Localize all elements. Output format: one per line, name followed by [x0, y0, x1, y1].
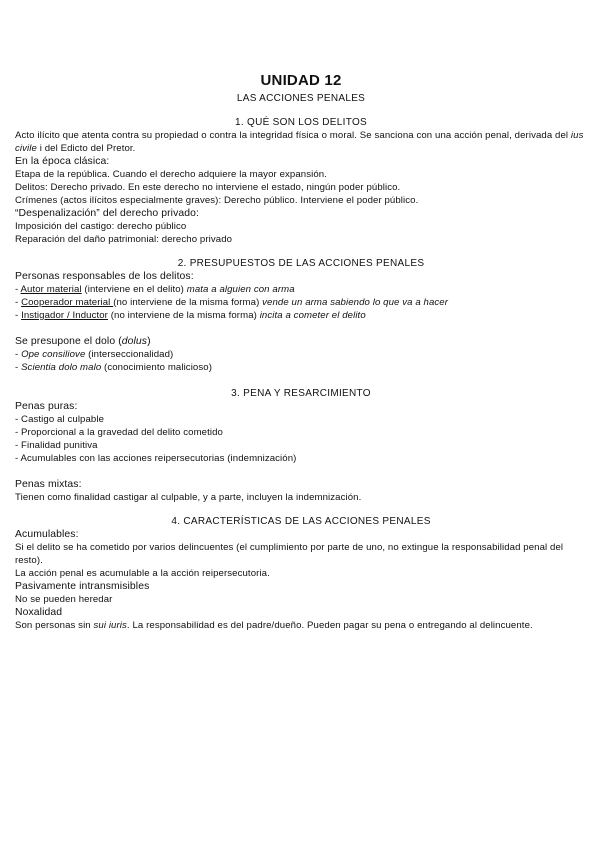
text-paragraph: Si el delito se ha cometido por varios delincuentes (el cumplimiento por parte de uno, no extingue la responsabilidad penal del resto). [15, 542, 564, 566]
latin-term: sui iuris [93, 620, 127, 631]
bullet: - [15, 284, 21, 295]
noxalidad-label: Noxalidad [15, 607, 63, 618]
text: ) [147, 336, 151, 347]
example: incita a cometer el delito [259, 310, 366, 321]
example: vende un arma sabiendo lo que va a hacer [262, 297, 449, 308]
document-subtitle: LAS ACCIONES PENALES [236, 93, 366, 104]
text-line: Crímenes (actos ilícitos especialmente graves): Derecho público. Interviene el poder público. [15, 195, 419, 206]
list-item: - Acumulables con las acciones reipersecutorias (indemnización) [15, 453, 297, 464]
list-item: - Castigo al culpable [15, 414, 105, 425]
section-pena-y-resarcimiento [15, 387, 587, 504]
text: . La responsabilidad es del padre/dueño. Pueden pagar su pena o entregando al delincuente. [126, 620, 533, 631]
text-line: Imposición del castigo: derecho público [15, 221, 187, 232]
responsables-label: Personas responsables de los delitos: [15, 271, 194, 282]
text-line: Etapa de la república. Cuando el derecho adquiere la mayor expansión. [15, 169, 327, 180]
list-item [15, 309, 587, 322]
description: (no interviene de la misma forma) [113, 297, 263, 308]
definition-paragraph [15, 129, 587, 155]
text: Son personas sin [15, 620, 94, 631]
bullet: - [15, 349, 22, 360]
section-que-son-los-delitos [15, 116, 587, 246]
section-heading: 2. PRESUPUESTOS DE LAS ACCIONES PENALES [177, 258, 425, 269]
text-line: No se pueden heredar [15, 594, 113, 605]
section-caracteristicas [15, 515, 587, 632]
document-content [15, 72, 587, 632]
section-heading: 3. PENA Y RESARCIMIENTO [231, 388, 371, 399]
text: Acto ilícito que atenta contra su propiedad o contra la integridad física o moral. Se sanciona con una acción penal, derivada del [15, 130, 571, 141]
penas-puras-label: Penas puras: [15, 401, 78, 412]
latin-term: dolus [121, 336, 148, 347]
list-item [15, 348, 587, 361]
list-item: - Finalidad punitiva [15, 440, 98, 451]
section-heading: 4. CARACTERÍSTICAS DE LAS ACCIONES PENALES [171, 516, 431, 527]
term: Cooperador material [21, 297, 114, 308]
description: (interseccionalidad) [85, 349, 174, 360]
text-line: “Despenalización” del derecho privado: [15, 208, 200, 219]
latin-term: Ope consiliove [21, 349, 86, 360]
term: Autor material [20, 284, 82, 295]
bullet: - [15, 310, 22, 321]
list-item [15, 361, 587, 374]
text-line: Reparación del daño patrimonial: derecho privado [15, 234, 233, 245]
section-heading: 1. QUÉ SON LOS DELITOS [234, 117, 367, 128]
text-line: En la época clásica: [15, 156, 110, 167]
description: (interviene en el delito) [81, 284, 187, 295]
text-line: La acción penal es acumulable a la acción reipersecutoria. [15, 568, 270, 579]
list-item [15, 283, 587, 296]
text-line: Tienen como finalidad castigar al culpable, y a parte, incluyen la indemnización. [15, 492, 362, 503]
list-item [15, 296, 587, 309]
text: i del Edicto del Pretor. [36, 143, 136, 154]
dolo-label [15, 335, 587, 348]
text: Se presupone el dolo ( [15, 336, 122, 347]
description: (no interviene de la misma forma) [107, 310, 260, 321]
penas-mixtas-label: Penas mixtas: [15, 479, 82, 490]
list-item: - Proporcional a la gravedad del delito cometido [15, 427, 223, 438]
description: (conocimiento malicioso) [101, 362, 212, 373]
example: mata a alguien con arma [186, 284, 295, 295]
text-line: Delitos: Derecho privado. En este derecho no interviene el estado, ningún poder público. [15, 182, 401, 193]
bullet: - [15, 297, 22, 308]
latin-term: ius civile [15, 130, 584, 154]
bullet: - [15, 362, 22, 373]
document-title: UNIDAD 12 [260, 72, 342, 89]
latin-term: Scientia dolo malo [21, 362, 102, 373]
text-line [15, 619, 587, 632]
section-presupuestos [15, 257, 587, 374]
acumulables-label: Acumulables: [15, 529, 79, 540]
term: Instigador / Inductor [21, 310, 108, 321]
pasivamente-label: Pasivamente intransmisibles [15, 581, 150, 592]
